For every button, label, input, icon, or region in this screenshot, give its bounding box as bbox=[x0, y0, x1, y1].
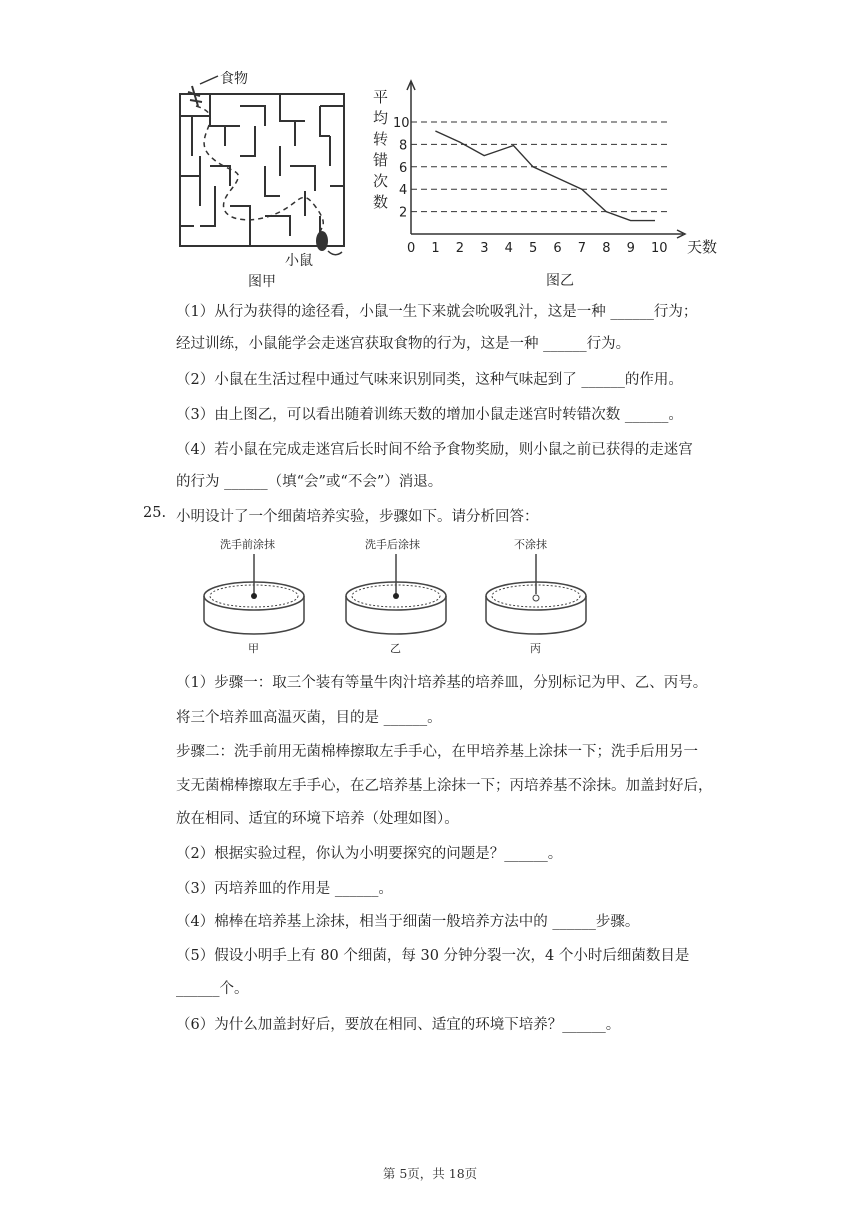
y-tick-label: 2 bbox=[399, 205, 408, 221]
q24-line-4: （3）由上图乙，可以看出随着训练天数的增加小鼠走迷宫时转错次数 ______。 bbox=[176, 407, 683, 423]
x-tick-label: 7 bbox=[577, 241, 587, 256]
q24-line-3: （2）小鼠在生活过程中通过气味来识别同类，这种气味起到了 ______的作用。 bbox=[176, 372, 683, 388]
y-tick-label: 10 bbox=[393, 116, 410, 131]
q25-line-2: 将三个培养皿高温灭菌，目的是 ______。 bbox=[176, 710, 442, 726]
chart-caption: 图乙 bbox=[546, 273, 574, 289]
maze-diagram bbox=[170, 66, 360, 291]
mouse-label: 小鼠 bbox=[285, 253, 313, 269]
x-tick-label: 3 bbox=[480, 241, 489, 256]
x-axis-label: 天数 bbox=[687, 238, 718, 256]
dish-name-jia: 甲 bbox=[248, 642, 259, 655]
q24-line-6: 的行为 ______（填“会”或“不会”）消退。 bbox=[176, 474, 443, 490]
q24-line-2: 经过训练，小鼠能学会走迷宫获取食物的行为，这是一种 ______行为。 bbox=[176, 336, 631, 352]
q25-line-9: （5）假设小明手上有 80 个细菌，每 30 分钟分裂一次，4 个小时后细菌数目是 bbox=[176, 948, 690, 964]
y-tick-label: 4 bbox=[399, 183, 408, 199]
dish-label-jia: 洗手前涂抹 bbox=[220, 538, 275, 551]
page-footer: 第 5页，共 18页 bbox=[382, 1166, 478, 1181]
x-tick-label: 6 bbox=[553, 241, 562, 256]
x-tick-label: 0 bbox=[407, 241, 416, 256]
chart-figure bbox=[368, 76, 728, 291]
x-tick-label: 10 bbox=[651, 241, 668, 256]
y-axis-label-char: 数 bbox=[373, 193, 389, 211]
y-axis-label-char: 错 bbox=[373, 151, 389, 169]
error-count-line-chart bbox=[368, 76, 728, 291]
x-tick-label: 9 bbox=[626, 241, 635, 256]
dish-name-bing: 丙 bbox=[530, 642, 541, 655]
x-tick-label: 1 bbox=[431, 241, 440, 256]
dish-label-bing: 不涂抹 bbox=[514, 538, 547, 551]
dish-label-yi: 洗手后涂抹 bbox=[365, 538, 420, 551]
food-label: 食物 bbox=[220, 71, 248, 87]
q25-line-8: （4）棉棒在培养基上涂抹，相当于细菌一般培养方法中的 ______步骤。 bbox=[176, 914, 640, 930]
maze-figure bbox=[170, 66, 360, 291]
q24-line-5: （4）若小鼠在完成走迷宫后长时间不给予食物奖励，则小鼠之前已获得的走迷宫 bbox=[176, 442, 693, 458]
y-axis-label-char: 转 bbox=[373, 130, 389, 148]
q25-intro: 小明设计了一个细菌培养实验，步骤如下。请分析回答： bbox=[176, 509, 539, 525]
q25-number: 25. bbox=[143, 505, 167, 521]
q25-line-6: （2）根据实验过程，你认为小明要探究的问题是？______。 bbox=[176, 846, 563, 862]
q24-line-1: （1）从行为获得的途径看，小鼠一生下来就会吮吸乳汁，这是一种 ______行为； bbox=[176, 304, 698, 320]
y-tick-label: 8 bbox=[399, 138, 408, 154]
q25-line-7: （3）丙培养皿的作用是 ______。 bbox=[176, 881, 393, 897]
q25-line-4: 支无菌棉棒擦取左手手心，在乙培养基上涂抹一下；丙培养基不涂抹。加盖封好后， bbox=[176, 778, 713, 794]
y-axis-label-char: 平 bbox=[373, 88, 389, 106]
q25-line-10: ______个。 bbox=[176, 981, 249, 997]
maze-caption: 图甲 bbox=[248, 274, 276, 290]
q25-line-11: （6）为什么加盖封好后，要放在相同、适宜的环境下培养？______。 bbox=[176, 1017, 621, 1033]
q25-line-5: 放在相同、适宜的环境下培养（处理如图）。 bbox=[176, 811, 459, 827]
petri-dish-figure bbox=[196, 536, 606, 660]
x-tick-label: 4 bbox=[504, 241, 513, 256]
q25-line-3: 步骤二：洗手前用无菌棉棒擦取左手手心，在甲培养基上涂抹一下；洗手后用另一 bbox=[176, 744, 698, 760]
x-tick-label: 2 bbox=[455, 241, 465, 256]
dish-name-yi: 乙 bbox=[390, 642, 401, 655]
y-tick-label: 6 bbox=[399, 160, 408, 176]
y-axis-label-char: 次 bbox=[373, 172, 389, 190]
y-axis-label-char: 均 bbox=[373, 109, 389, 127]
x-tick-label: 8 bbox=[602, 241, 611, 256]
x-tick-label: 5 bbox=[529, 241, 538, 256]
q25-line-1: （1）步骤一：取三个装有等量牛肉汁培养基的培养皿，分别标记为甲、乙、丙号。 bbox=[176, 675, 708, 691]
